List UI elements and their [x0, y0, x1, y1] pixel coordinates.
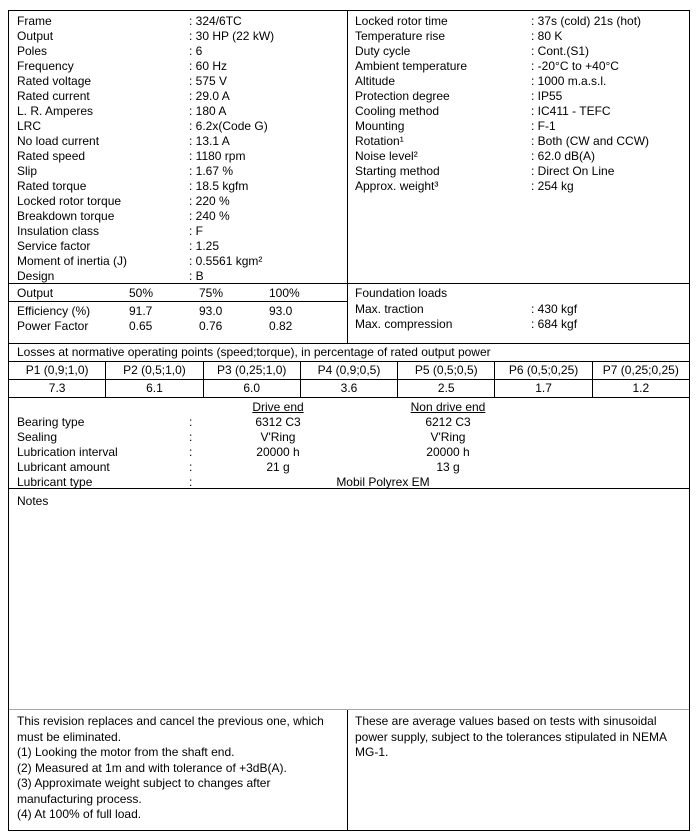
- spec-row: [17, 14, 339, 29]
- bearing-non-drive-end-header: Non drive end: [410, 400, 486, 414]
- spec-column-right: [347, 11, 689, 283]
- losses-value-cell: 2.5: [397, 380, 494, 397]
- spec-value: : 180 A: [189, 104, 226, 119]
- performance-row-label: Power Factor: [17, 319, 89, 333]
- spec-value: : 240 %: [189, 209, 230, 224]
- spec-row: [355, 59, 682, 74]
- losses-header-cell: P3 (0,25;1,0): [203, 362, 300, 379]
- losses-header-cell: P7 (0,25;0,25): [592, 362, 689, 379]
- spec-label: Output: [17, 29, 54, 43]
- foundation-row: [355, 302, 682, 317]
- performance-header-cell: 50%: [129, 286, 154, 300]
- footer-note-4: (4) At 100% of full load.: [17, 807, 142, 821]
- spec-value: : 60 Hz: [189, 59, 227, 74]
- spec-value: : IC411 - TEFC: [531, 104, 611, 119]
- performance-row: [17, 319, 339, 334]
- spec-label: Altitude: [355, 74, 396, 88]
- spec-row: [17, 134, 339, 149]
- bearing-row-label: Lubricant amount: [17, 460, 110, 474]
- performance-body: [9, 302, 347, 336]
- spec-label: Slip: [17, 164, 38, 178]
- footer-right: [347, 710, 689, 830]
- bearing-non-drive-value: V'Ring: [430, 430, 466, 444]
- spec-value: : 1180 rpm: [189, 149, 245, 164]
- spec-row: [17, 239, 339, 254]
- spec-value: : 30 HP (22 kW): [189, 29, 274, 44]
- spec-section: [9, 11, 689, 283]
- foundation-value: : 684 kgf: [531, 317, 577, 332]
- bearing-row-label: Lubricant type: [17, 475, 93, 489]
- spec-label: Rated torque: [17, 179, 87, 193]
- spec-row: [355, 44, 682, 59]
- spec-row: [355, 104, 682, 119]
- spec-row: [355, 134, 682, 149]
- losses-header-cell: P5 (0,5;0,5): [397, 362, 494, 379]
- bearing-non-drive-value: 20000 h: [426, 445, 470, 459]
- bearing-drive-value: 20000 h: [256, 445, 300, 459]
- performance-section: [9, 283, 689, 343]
- performance-row: [17, 304, 339, 319]
- bearing-non-drive-value: 13 g: [436, 460, 460, 474]
- bearing-colon: [189, 445, 213, 460]
- losses-header-row: [9, 362, 689, 380]
- losses-value-cell: 1.2: [592, 380, 689, 397]
- spec-label: Rated current: [17, 89, 90, 103]
- losses-header-cell: P2 (0,5;1,0): [105, 362, 202, 379]
- bearing-row-label: Lubrication interval: [17, 445, 118, 459]
- losses-value-cell: 7.3: [48, 381, 66, 395]
- bearing-header-spacer: [17, 400, 189, 415]
- bearing-drive-value: 6312 C3: [255, 415, 301, 429]
- spec-value: : -20°C to +40°C: [531, 59, 619, 74]
- spec-label: Design: [17, 269, 55, 283]
- spec-row: [355, 179, 682, 194]
- spec-value: : 37s (cold) 21s (hot): [531, 14, 641, 29]
- spec-row: [17, 29, 339, 44]
- spec-label: Rotation¹: [355, 134, 404, 148]
- notes-title: Notes: [17, 494, 49, 508]
- foundation-label: Max. traction: [355, 302, 424, 316]
- spec-row: [17, 224, 339, 239]
- spec-row: [17, 44, 339, 59]
- performance-header-row: [9, 284, 347, 302]
- foundation-value: : 430 kgf: [531, 302, 577, 317]
- spec-row: [355, 119, 682, 134]
- spec-label: Rated speed: [17, 149, 86, 163]
- spec-value: : 13.1 A: [189, 134, 230, 149]
- spec-row: [17, 179, 339, 194]
- losses-value-row: [9, 380, 689, 397]
- spec-label: Poles: [17, 44, 48, 58]
- bearing-row: [17, 460, 681, 475]
- performance-cell: 91.7: [129, 304, 153, 318]
- spec-value: : 254 kg: [531, 179, 574, 194]
- bearing-drive-value: V'Ring: [260, 430, 296, 444]
- spec-row: [17, 209, 339, 224]
- footer-note-2: (2) Measured at 1m and with tolerance of +3dB(A).: [17, 760, 287, 775]
- spec-value: : Direct On Line: [531, 164, 614, 179]
- spec-label: Rated voltage: [17, 74, 92, 88]
- spec-label: Frame: [17, 14, 52, 28]
- spec-value: : 324/6TC: [189, 14, 242, 29]
- performance-header-cell: 75%: [199, 286, 224, 300]
- bearing-colon: [189, 415, 213, 430]
- spec-row: [355, 149, 682, 164]
- bearing-row-label: Sealing: [17, 430, 58, 444]
- bearing-non-drive-value: 6212 C3: [425, 415, 471, 429]
- spec-value: : 220 %: [189, 194, 230, 209]
- spec-row: [17, 119, 339, 134]
- spec-row: [355, 89, 682, 104]
- bearing-header-row: [17, 400, 681, 415]
- spec-row: [355, 14, 682, 29]
- foundation-label: Max. compression: [355, 317, 453, 331]
- performance-cell: 93.0: [199, 304, 223, 318]
- losses-value-cell: 6.0: [203, 380, 300, 397]
- spec-label: Breakdown torque: [17, 209, 115, 223]
- spec-row: [17, 194, 339, 209]
- foundation-title: Foundation loads: [355, 286, 448, 300]
- spec-value: : 6: [189, 44, 202, 59]
- footer-note-1: (1) Looking the motor from the shaft end.: [17, 745, 235, 759]
- spec-value: : F: [189, 224, 203, 239]
- spec-value: : IP55: [531, 89, 562, 104]
- datasheet: [8, 10, 690, 831]
- foundation-row: [355, 317, 682, 332]
- footer-revision-note: This revision replaces and cancel the previous one, which must be eliminated.: [17, 714, 324, 744]
- performance-table: [9, 284, 347, 343]
- spec-label: L. R. Amperes: [17, 104, 94, 118]
- spec-column-left: [9, 11, 347, 283]
- bearing-row: [17, 415, 681, 430]
- spec-row: [17, 104, 339, 119]
- performance-cell: 93.0: [269, 304, 293, 318]
- spec-row: [17, 74, 339, 89]
- performance-cell: 0.76: [199, 319, 223, 333]
- losses-value-cell: 1.7: [494, 380, 591, 397]
- losses-header-cell: P4 (0,9;0,5): [300, 362, 397, 379]
- spec-label: Duty cycle: [355, 44, 411, 58]
- spec-value: : 1.67 %: [189, 164, 233, 179]
- footer-tolerance-note: These are average values based on tests with sinusoidal power supply, subject to the tolerances stipulated in NEMA MG-1.: [355, 714, 667, 759]
- spec-row: [355, 29, 682, 44]
- spec-label: Noise level²: [355, 149, 418, 163]
- spec-label: Starting method: [355, 164, 440, 178]
- spec-row: [17, 269, 339, 284]
- spec-row: [17, 59, 339, 74]
- spec-label: Mounting: [355, 119, 405, 133]
- spec-label: Frequency: [17, 59, 74, 73]
- spec-value: : 18.5 kgfm: [189, 179, 248, 194]
- spec-label: Locked rotor torque: [17, 194, 122, 208]
- losses-section: [9, 343, 689, 397]
- spec-label: Ambient temperature: [355, 59, 468, 73]
- bearing-colon: [189, 430, 213, 445]
- spec-label: Approx. weight³: [355, 179, 439, 193]
- spec-value: : 1.25: [189, 239, 219, 254]
- bearing-colon: [189, 460, 213, 475]
- notes-section: [9, 488, 689, 709]
- bearing-section: [9, 397, 689, 488]
- performance-cell: 0.82: [269, 319, 293, 333]
- performance-header-cell: Output: [17, 286, 54, 300]
- spec-label: Insulation class: [17, 224, 100, 238]
- spec-label: Cooling method: [355, 104, 440, 118]
- bearing-drive-value: 21 g: [266, 460, 290, 474]
- footer-section: [9, 709, 689, 830]
- spec-value: : 1000 m.a.s.l.: [531, 74, 606, 89]
- performance-row-label: Efficiency (%): [17, 304, 91, 318]
- bearing-lubricant-type-value: Mobil Polyrex EM: [336, 475, 430, 489]
- spec-value: : B: [189, 269, 204, 284]
- spec-label: LRC: [17, 119, 42, 133]
- performance-cell: 0.65: [129, 319, 153, 333]
- losses-title: Losses at normative operating points (speed;torque), in percentage of rated output power: [9, 344, 689, 362]
- losses-header-cell: P1 (0,9;1,0): [25, 363, 89, 377]
- spec-value: : 0.5561 kgm²: [189, 254, 262, 269]
- spec-value: : 575 V: [189, 74, 227, 89]
- performance-header-cell: 100%: [269, 286, 300, 300]
- spec-row: [17, 164, 339, 179]
- spec-row: [17, 149, 339, 164]
- spec-label: Temperature rise: [355, 29, 446, 43]
- spec-row: [17, 254, 339, 269]
- bearing-row-label: Bearing type: [17, 415, 85, 429]
- losses-value-cell: 3.6: [300, 380, 397, 397]
- spec-value: : 29.0 A: [189, 89, 230, 104]
- spec-label: Service factor: [17, 239, 91, 253]
- spec-value: : F-1: [531, 119, 556, 134]
- losses-header-cell: P6 (0,5;0,25): [494, 362, 591, 379]
- foundation-loads: [347, 284, 689, 343]
- spec-value: : Cont.(S1): [531, 44, 589, 59]
- spec-row: [17, 89, 339, 104]
- bearing-row: [17, 430, 681, 445]
- spec-value: : 6.2x(Code G): [189, 119, 268, 134]
- spec-value: : 62.0 dB(A): [531, 149, 595, 164]
- footer-note-3: (3) Approximate weight subject to changes after manufacturing process.: [17, 776, 271, 806]
- bearing-drive-end-header: Drive end: [252, 400, 304, 414]
- spec-label: Locked rotor time: [355, 14, 448, 28]
- footer-left: [9, 710, 347, 830]
- spec-row: [355, 164, 682, 179]
- losses-value-cell: 6.1: [105, 380, 202, 397]
- spec-value: : 80 K: [531, 29, 562, 44]
- spec-value: : Both (CW and CCW): [531, 134, 649, 149]
- spec-label: No load current: [17, 134, 100, 148]
- spec-label: Moment of inertia (J): [17, 254, 128, 268]
- spec-label: Protection degree: [355, 89, 450, 103]
- spec-row: [355, 74, 682, 89]
- bearing-row: [17, 445, 681, 460]
